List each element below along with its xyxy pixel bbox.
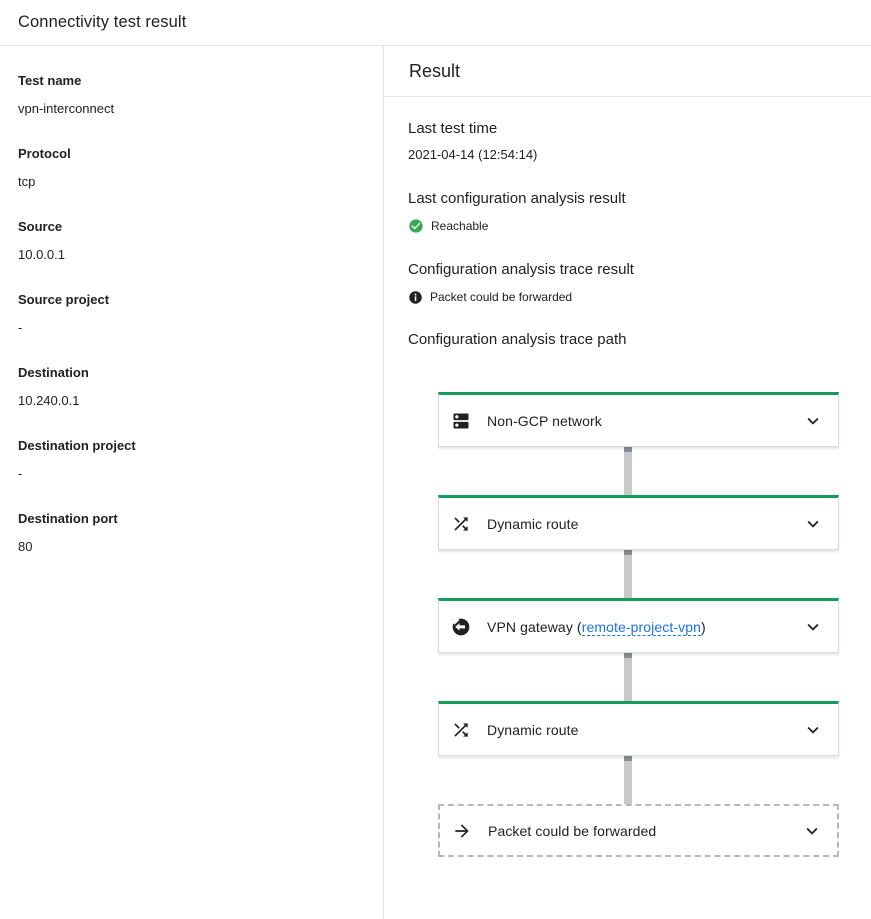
field-label: Protocol [18, 146, 71, 161]
last-analysis-status [408, 218, 847, 234]
vpn-gateway-label-suffix: ) [700, 618, 706, 635]
chevron-down-icon[interactable] [802, 513, 824, 535]
trace-result-label: Configuration analysis trace result [408, 261, 634, 278]
field-label: Test name [18, 73, 82, 88]
last-analysis-status-text: Reachable [431, 219, 489, 233]
trace-connector [624, 756, 632, 804]
trace-node-label [487, 619, 706, 635]
result-panel [383, 46, 871, 919]
route-icon [451, 514, 471, 534]
main-content [0, 46, 871, 919]
field-value: 80 [18, 539, 33, 554]
vpn-gateway-label-prefix: VPN gateway ( [487, 618, 582, 635]
field-test-name [18, 72, 365, 118]
trace-node-label: Packet could be forwarded [488, 822, 657, 839]
field-label: Source [18, 219, 63, 234]
chevron-down-icon[interactable] [802, 616, 824, 638]
info-icon [408, 290, 423, 305]
trace-connector [624, 550, 632, 598]
field-label: Destination project [18, 438, 136, 453]
field-source [18, 218, 365, 264]
trace-node-vpn-gateway[interactable] [438, 598, 839, 653]
trace-path-label: Configuration analysis trace path [408, 331, 627, 348]
arrow-forward-icon [452, 821, 472, 841]
field-source-project [18, 291, 365, 337]
trace-connector [624, 447, 632, 495]
chevron-down-icon[interactable] [801, 820, 823, 842]
test-details-panel [0, 46, 383, 919]
field-value: 10.0.0.1 [18, 247, 65, 262]
field-destination-project [18, 437, 365, 483]
trace-node-non-gcp-network[interactable] [438, 392, 839, 447]
field-protocol [18, 145, 365, 191]
chevron-down-icon[interactable] [802, 719, 824, 741]
result-header [384, 46, 871, 97]
result-body [384, 97, 871, 857]
field-label: Source project [18, 292, 110, 307]
field-label: Destination [18, 365, 89, 380]
last-analysis-label: Last configuration analysis result [408, 190, 626, 207]
trace-node-label: Non-GCP network [487, 412, 602, 429]
trace-node-label: Dynamic route [487, 515, 579, 532]
trace-node-packet-forwarded[interactable] [438, 804, 839, 857]
trace-node-dynamic-route-2[interactable] [438, 701, 839, 756]
trace-result-status-text: Packet could be forwarded [430, 290, 573, 304]
field-value: tcp [18, 174, 36, 189]
last-test-time-value: 2021-04-14 (12:54:14) [408, 147, 538, 162]
field-value: - [18, 320, 23, 335]
route-icon [451, 720, 471, 740]
trace-path [438, 392, 839, 857]
field-label: Destination port [18, 511, 118, 526]
result-title: Result [409, 60, 461, 81]
field-value: 10.240.0.1 [18, 393, 80, 408]
field-destination [18, 364, 365, 410]
field-value: vpn-interconnect [18, 101, 115, 116]
last-test-time-label: Last test time [408, 120, 498, 137]
dns-icon [451, 411, 471, 431]
trace-connector [624, 653, 632, 701]
vpn-gateway-icon [451, 617, 471, 637]
page-title: Connectivity test result [18, 13, 187, 31]
chevron-down-icon[interactable] [802, 410, 824, 432]
page-header [0, 0, 871, 46]
trace-node-dynamic-route-1[interactable] [438, 495, 839, 550]
check-circle-icon [408, 218, 424, 234]
trace-node-label: Dynamic route [487, 721, 579, 738]
trace-result-status [408, 289, 847, 305]
field-value: - [18, 466, 23, 481]
vpn-gateway-link[interactable]: remote-project-vpn [581, 618, 701, 635]
field-destination-port [18, 510, 365, 556]
